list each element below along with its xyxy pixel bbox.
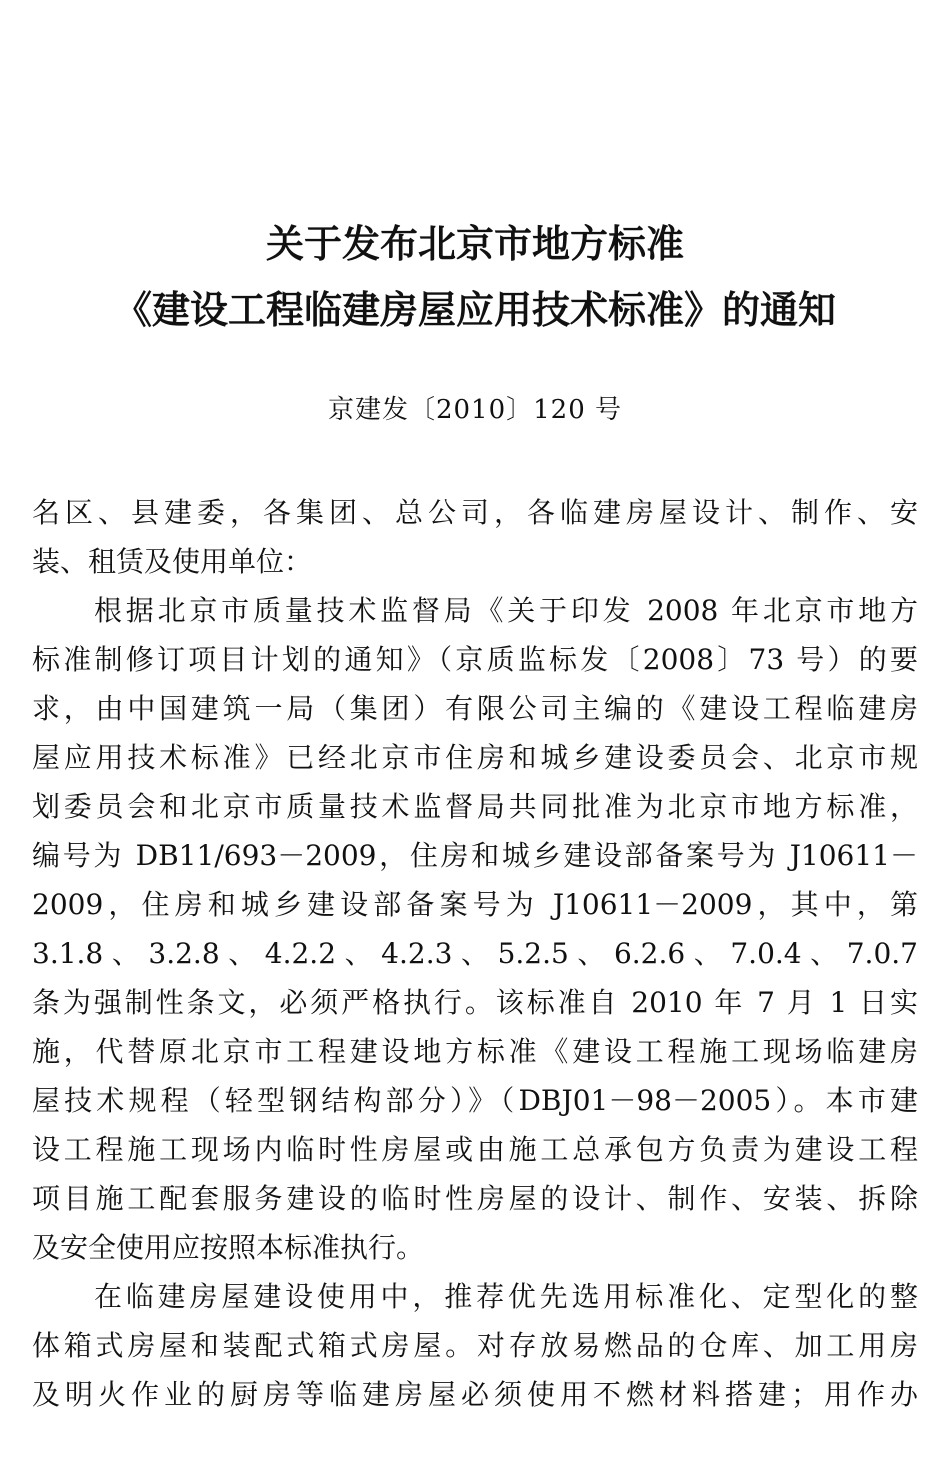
body-line-3: 根据北京市质量技术监督局《关于印发 2008 年北京市地方 (94, 594, 918, 627)
document-body (32, 488, 918, 1419)
body-line-12: 施，代替原北京市工程建设地方标准《建设工程施工现场临建房 (32, 1035, 918, 1068)
body-line-16: 及安全使用应按照本标准执行。 (32, 1231, 425, 1264)
document-number: 京建发〔2010〕120 号 (327, 395, 623, 425)
body-line-19: 及明火作业的厨房等临建房屋必须使用不燃材料搭建；用作办 (32, 1378, 918, 1411)
body-line-10: 3.1.8、3.2.8、4.2.2、4.2.3、5.2.5、6.2.6、7.0.4、7.0.7 (32, 937, 918, 970)
body-line-9: 2009，住房和城乡建设部备案号为 J10611－2009，其中，第 (32, 888, 918, 921)
body-line-11: 条为强制性条文，必须严格执行。该标准自 2010 年 7 月 1 日实 (32, 986, 918, 1019)
body-line-6: 屋应用技术标准》已经北京市住房和城乡建设委员会、北京市规 (32, 741, 918, 774)
body-line-1: 名区、县建委，各集团、总公司，各临建房屋设计、制作、安 (32, 496, 918, 529)
body-line-13: 屋技术规程（轻型钢结构部分）》（DBJ01－98－2005）。本市建 (32, 1084, 918, 1117)
document-title-line-2: 《建设工程临建房屋应用技术标准》的通知 (113, 288, 836, 332)
document-title-line-1: 关于发布北京市地方标准 (265, 222, 684, 266)
body-line-15: 项目施工配套服务建设的临时性房屋的设计、制作、安装、拆除 (32, 1182, 918, 1215)
body-line-4: 标准制修订项目计划的通知》（京质监标发〔2008〕73 号）的要 (32, 643, 918, 676)
body-line-2: 装、租赁及使用单位： (32, 545, 313, 578)
body-line-8: 编号为 DB11/693－2009，住房和城乡建设部备案号为 J10611－ (32, 839, 918, 872)
body-line-7: 划委员会和北京市质量技术监督局共同批准为北京市地方标准， (32, 790, 918, 823)
body-line-18: 体箱式房屋和装配式箱式房屋。对存放易燃品的仓库、加工用房 (32, 1329, 918, 1362)
body-line-14: 设工程施工现场内临时性房屋或由施工总承包方负责为建设工程 (32, 1133, 918, 1166)
body-line-17: 在临建房屋建设使用中，推荐优先选用标准化、定型化的整 (94, 1280, 918, 1313)
body-line-5: 求，由中国建筑一局（集团）有限公司主编的《建设工程临建房 (32, 692, 918, 725)
